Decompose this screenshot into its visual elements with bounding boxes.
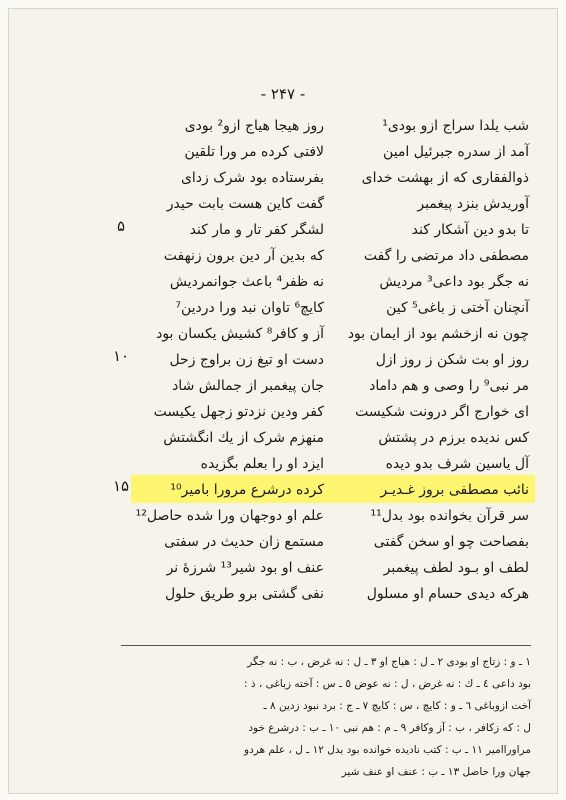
verse-line	[139, 321, 529, 347]
verse-hemistich-right: شب یلدا سراج ازو بودی¹	[382, 118, 529, 134]
verse-line	[139, 269, 529, 295]
verse-line	[139, 529, 529, 555]
line-number-5: ۵	[116, 217, 126, 235]
verse-hemistich-left: آز و کافر⁸ کشیش یکسان بود	[156, 326, 324, 342]
verse-hemistich-right: سر قرآن بخوانده بود بدل¹¹	[370, 508, 529, 524]
verse-hemistich-left: مستمع زان حدیث در سفتی	[164, 534, 324, 550]
verse-hemistich-right: مصطفی داد مرتضی را گفت	[363, 248, 529, 264]
book-page	[8, 8, 558, 794]
verse-line	[139, 347, 529, 373]
verse-hemistich-left: کفر ودین نزدتو زجهل یکیست	[153, 404, 324, 420]
verse-line	[139, 555, 529, 581]
verse-hemistich-right: بفصاحت چو او سخن گفتی	[373, 534, 529, 550]
footnote-divider	[121, 645, 531, 646]
footnote-line: آخت ازوباغی ٦ ـ و : کایچ ، س : کایچ ٧ ـ ج : برد نبود زدین ٨ ـ	[263, 700, 531, 712]
verse-line	[139, 581, 529, 607]
verse-hemistich-left: منهزم شرک از یك انگشتش	[163, 430, 324, 446]
verse-line	[139, 217, 529, 243]
footnote-line: مراوراامیر ١١ ـ ب : کتب نادیده خوانده بود بدل ١٢ ـ ل ، علم هردو	[244, 744, 531, 756]
verse-hemistich-right: لطف او بـود لطف پیغمبر	[383, 560, 529, 576]
verse-hemistich-right: روز او بت شکن ز روز ازل	[375, 352, 529, 368]
verse-hemistich-right: چون نه ازخشم بود از ایمان بود	[347, 326, 529, 342]
verse-line	[139, 295, 529, 321]
verse-hemistich-left: ایزد او را بعلم بگزیده	[200, 456, 324, 472]
verse-hemistich-right: تا بدو دین آشکار کند	[411, 222, 529, 238]
verse-hemistich-left: که بدین آر دین برون زنهفت	[163, 248, 324, 264]
verse-hemistich-left: گفت کاین هست بابت حیدر	[166, 196, 324, 212]
verse-line	[139, 373, 529, 399]
verse-line	[139, 243, 529, 269]
footnote-line: ١ ـ و : زتاج او بودی ٢ ـ ل : هیاج او ٣ ـ ل : نه غرض ، ب : نه جگر	[247, 656, 531, 668]
verse-hemistich-left: روز هیجا هیاج ازو² بودی	[184, 118, 324, 134]
verse-hemistich-right: آوریدش بنزد پیغمبر	[417, 196, 529, 212]
verse-line	[135, 503, 529, 529]
verse-line	[139, 191, 529, 217]
verse-hemistich-left: کرده درشرع مرورا بامیر¹⁰	[170, 482, 324, 498]
verse-hemistich-left: نفی گشتی برو طریق حلول	[164, 586, 324, 602]
verse-line	[139, 165, 529, 191]
verse-hemistich-right: آمد از سدره جبرئیل امین	[383, 144, 529, 160]
verse-hemistich-right: مر نبی⁹ را وصی و هم داماد	[369, 378, 529, 394]
verse-hemistich-right: ای خوارج اگر درونت شکیست	[355, 404, 529, 420]
verse-hemistich-left: لشگر کفر تار و مار کند	[189, 222, 324, 238]
verse-line	[139, 399, 529, 425]
footnote-line: ل : که زکافر ، ب : آز وکافر ٩ ـ م : هم نبی ١٠ ـ ب : درشرع خود	[248, 722, 531, 734]
verse-hemistich-right: آل یاسین شرف بدو دیده	[385, 456, 529, 472]
verse-hemistich-left: نه ظفر⁴ باعث جوانمردیش	[169, 274, 324, 290]
verse-hemistich-right: نائب مصطفی بروز غـدیـر	[380, 482, 529, 498]
verse-hemistich-left: عنف او بود شیر¹³ شرزهٔ نر	[166, 560, 324, 576]
poem-text	[135, 113, 529, 633]
footnote-line: جهان ورا حاصل ١٣ ـ ب : عنف او عنف شیر	[341, 766, 531, 778]
verse-hemistich-left: علم او دوجهان ورا شده حاصل¹²	[135, 508, 324, 524]
verse-hemistich-left: لافتی کرده مر ورا تلقین	[184, 144, 324, 160]
verse-line	[139, 477, 529, 503]
verse-hemistich-left: جان پیغمبر از جمالش شاد	[172, 378, 324, 394]
verse-hemistich-right: نه جگر بود داعی³ مردیش	[379, 274, 529, 290]
page-number: - ۲۴۷ -	[260, 85, 306, 103]
verse-line	[139, 139, 529, 165]
verse-hemistich-right: کس ندیده برزم در پشتش	[378, 430, 529, 446]
verse-hemistich-right: آنچنان آختی ز باغی⁵ کین	[386, 300, 529, 316]
verse-hemistich-left: کایچ⁶ تاوان نبد ورا دردین⁷	[175, 300, 324, 316]
verse-line	[139, 451, 529, 477]
line-number-10: ۱۰	[112, 347, 130, 365]
verse-line	[139, 113, 529, 139]
footnote-line: بود داعی ٤ ـ ك : نه غرض ، ل : نه عوض ٥ ـ س : آخته زباغی ، ذ :	[244, 678, 531, 690]
verse-hemistich-right: هرکه دیدی حسام او مسلول	[366, 586, 529, 602]
verse-hemistich-right: ذوالفقاری که از بهشت خدای	[361, 170, 529, 186]
verse-line	[139, 425, 529, 451]
line-number-15: ۱۵	[112, 477, 130, 495]
verse-hemistich-left: دست او تیغ زن براوج زحل	[169, 352, 324, 368]
verse-hemistich-left: بفرستاده بود شرک زدای	[180, 170, 324, 186]
footnotes	[121, 651, 531, 783]
